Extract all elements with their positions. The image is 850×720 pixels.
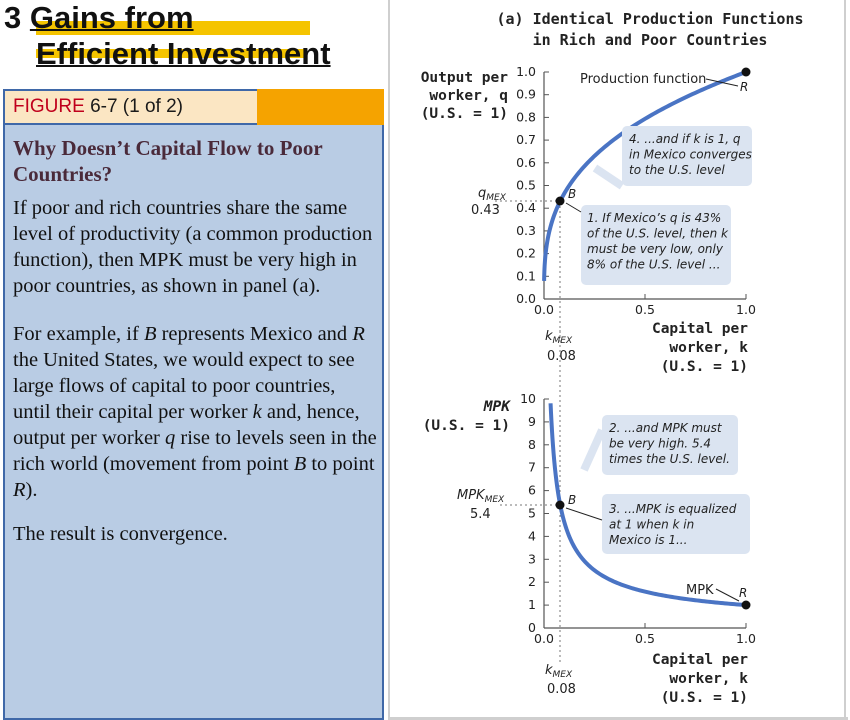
- point-r-label-b: R: [739, 586, 748, 600]
- y-tick-label: 4: [528, 528, 536, 544]
- callout-line: of the U.S. level, then k: [587, 226, 728, 241]
- kmex-label-a: $k_{MEX}$: [545, 329, 573, 346]
- panel-a-xlabel-2: worker, k: [669, 340, 748, 356]
- p2-var: R: [352, 323, 365, 345]
- section-number: 3: [4, 0, 22, 35]
- title-line-1: Gains from: [29, 0, 194, 35]
- point-b-label-a: B: [568, 187, 577, 201]
- panel-a-xlabel-3: (U.S. = 1): [660, 359, 748, 375]
- y-tick-label: 1.0: [516, 64, 536, 79]
- p2-var: B: [293, 453, 307, 475]
- panel-b-ylabel-2: (U.S. = 1): [422, 418, 510, 434]
- mpk-curve-label: MPK: [686, 583, 714, 598]
- y-tick-label: 0.0: [516, 291, 536, 306]
- y-tick-label: 1: [528, 597, 536, 613]
- panel-b-x-ticks: [534, 623, 756, 646]
- point-b-marker-b: [556, 501, 565, 510]
- x-tick-label: 0.5: [635, 631, 655, 646]
- y-tick-label: 8: [528, 436, 536, 452]
- y-tick-label: 2: [528, 574, 536, 590]
- y-tick-label: 5: [528, 505, 536, 521]
- y-tick-label: 0.9: [516, 86, 536, 102]
- figure-label-prefix: FIGURE: [13, 96, 85, 117]
- panel-a-ylabel-1: Output per: [420, 70, 508, 86]
- p2-text: to point: [306, 453, 375, 475]
- callout-line: be very high. 5.4: [609, 436, 712, 451]
- x-tick-label: 1.0: [736, 302, 756, 317]
- figure-label: [3, 89, 257, 125]
- callout-2-tail: [584, 430, 602, 470]
- kmex-value-b: 0.08: [547, 682, 576, 697]
- p2-var: B: [143, 323, 157, 345]
- callout-line: 4. ...and if k is 1, q: [629, 132, 741, 146]
- title-line-2: Efficient Investment: [36, 36, 331, 71]
- p2-text: represents Mexico and: [156, 323, 353, 345]
- callout-line: 8% of the U.S. level ...: [587, 257, 721, 272]
- paragraph-3: The result is convergence.: [13, 523, 228, 545]
- y-tick-label: 10: [520, 391, 536, 406]
- y-tick-label: 0.1: [516, 268, 536, 284]
- y-tick-label: 0.2: [516, 245, 536, 261]
- y-tick-label: 0.7: [516, 132, 536, 148]
- kmex-label-b: $k_{MEX}$: [545, 663, 573, 680]
- figure-graphs: [390, 0, 845, 720]
- p2-text: ).: [25, 479, 38, 501]
- p2-var: k: [252, 401, 262, 423]
- y-tick-label: 9: [528, 413, 536, 429]
- mpk-pointer: [716, 589, 739, 601]
- panel-a-xlabel-1: Capital per: [651, 321, 748, 337]
- x-tick-label: 1.0: [736, 631, 756, 646]
- y-tick-label: 6: [528, 482, 536, 498]
- callout-4-tail: [595, 168, 622, 186]
- production-function-label: Production function: [580, 72, 707, 87]
- figure-heading: Why Doesn’t Capital Flow to Poor Countries?: [13, 136, 323, 186]
- page-title: [4, 0, 331, 72]
- panel-a-ylabel-2: worker, q: [429, 88, 508, 104]
- panel-a-ylabel-3: (U.S. = 1): [420, 106, 508, 122]
- panel-b-xlabel-2: worker, k: [669, 671, 748, 687]
- y-tick-label: 0.3: [516, 222, 536, 238]
- point-r-label-a: R: [740, 80, 749, 94]
- p2-text: and, hence, output per worker: [13, 401, 360, 449]
- kmex-value-a: 0.08: [547, 349, 576, 364]
- p2-text: rise to levels seen in the rich world (movement from point: [13, 427, 377, 475]
- p2-text: For example, if: [13, 323, 144, 345]
- y-tick-label: 7: [528, 459, 536, 475]
- y-tick-label: 0: [528, 620, 536, 635]
- callout-line: times the U.S. level.: [609, 452, 730, 466]
- paragraph-2: [13, 321, 378, 503]
- header-accent-strip: [257, 89, 384, 125]
- y-tick-label: 0.6: [516, 154, 536, 170]
- callout-1-text: [587, 211, 729, 272]
- point-b-marker-a: [556, 197, 565, 206]
- figure-description: [13, 135, 378, 564]
- callout-1-pointer: [566, 203, 581, 212]
- panel-a-title-line-1: (a) Identical Production Functions: [496, 10, 804, 28]
- panel-a-title-line-2: in Rich and Poor Countries: [532, 31, 768, 49]
- y-tick-label: 0.4: [516, 200, 536, 216]
- callout-3-pointer: [566, 508, 602, 520]
- panel-b-xlabel-1: Capital per: [651, 652, 748, 668]
- p2-text: the United States, we would expect to see large flows of capital to poor countries, until their capital per worker: [13, 349, 355, 423]
- y-tick-label: 0.8: [516, 109, 536, 125]
- paragraph-1: If poor and rich countries share the same level of productivity (a common production function), then MPK must be very high in poor countries, as shown in panel (a).: [13, 197, 373, 297]
- y-tick-label: 3: [528, 551, 536, 567]
- mpkmex-label: $MPK_{MEX}$: [457, 488, 505, 505]
- panel-b-y-ticks: [520, 391, 549, 635]
- point-r-marker-a: [742, 68, 751, 77]
- callout-line: 1. If Mexico’s q is 43%: [587, 211, 722, 225]
- callout-line: in Mexico converges: [629, 147, 752, 162]
- callout-line: must be very low, only: [587, 242, 723, 256]
- qmex-label: $q_{MEX}$: [478, 186, 506, 203]
- figure-label-number: 6-7 (1 of 2): [90, 96, 183, 117]
- callout-line: to the U.S. level: [629, 163, 725, 177]
- point-b-label-b: B: [568, 493, 577, 507]
- x-tick-label: 0.0: [534, 302, 554, 317]
- point-r-marker-b: [742, 601, 751, 610]
- callout-line: 3. ...MPK is equalized: [609, 502, 737, 516]
- callout-line: 2. ...and MPK must: [609, 421, 722, 435]
- x-tick-label: 0.5: [635, 302, 655, 317]
- p2-var: q: [165, 427, 176, 449]
- panel-a-x-ticks: [534, 294, 756, 317]
- callout-line: Mexico is 1...: [609, 533, 688, 547]
- y-tick-label: 0.5: [516, 177, 536, 193]
- x-tick-label: 0.0: [534, 631, 554, 646]
- panel-b-xlabel-3: (U.S. = 1): [660, 690, 748, 706]
- mpkmex-value: 5.4: [470, 507, 491, 522]
- qmex-value: 0.43: [471, 203, 500, 218]
- p2-var: R: [13, 479, 26, 501]
- panel-b-ylabel-1: MPK: [483, 399, 510, 415]
- callout-line: at 1 when k in: [609, 517, 695, 532]
